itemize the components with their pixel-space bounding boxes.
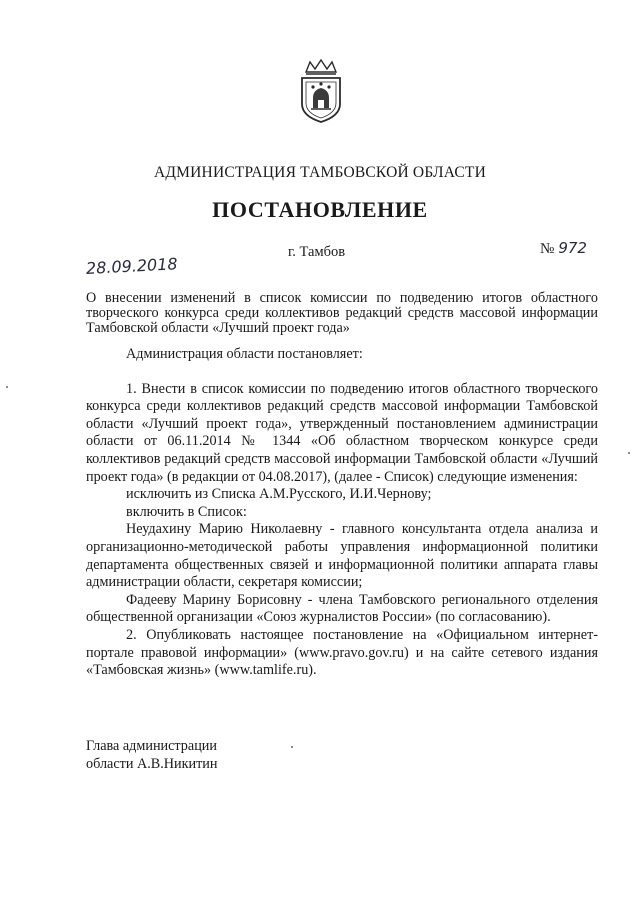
handwritten-number: 972: [558, 239, 587, 257]
scan-speck: [291, 746, 293, 748]
paragraph-include: включить в Список:: [126, 503, 247, 520]
scan-speck: [6, 386, 8, 388]
signature-name: области А.В.Никитин: [86, 755, 218, 772]
number-sign: №: [540, 241, 555, 257]
document-number: [540, 239, 587, 258]
handwritten-date: 28.09.2018: [85, 254, 178, 278]
paragraph-exclude: исключить из Списка А.М.Русского, И.И.Чернову;: [126, 486, 432, 503]
document-subject: О внесении изменений в список комиссии по подведению итогов областного творческого конкурса среди коллективов редакций средств массовой информации Тамбовской области «Лучший проект года»: [86, 290, 598, 336]
document-body: [86, 346, 598, 680]
paragraph-1: 1. Внести в список комиссии по подведению итогов областного творческого конкурса среди коллективов редакций средств массовой информации Тамбовской области «Лучший проект года», утвержденный постановлением администрации области от 06.11.2014 № 1344 «Об областном творческом конкурсе среди коллективов редакций средств массовой информации Тамбовской области «Лучший проект года» (в редакции от 04.08.2017), (далее - Список) следующие изменения:: [86, 380, 598, 485]
scan-speck: [628, 452, 630, 454]
preamble: Администрация области постановляет:: [126, 346, 363, 362]
signature-title: Глава администрации: [86, 738, 217, 754]
organization-title: АДМИНИСТРАЦИЯ ТАМБОВСКОЙ ОБЛАСТИ: [154, 164, 486, 181]
paragraph-member-2: Фадееву Марину Борисовну - члена Тамбовского регионального отделения общественной организации «Союз журналистов России» (по согласованию).: [86, 591, 598, 626]
city-label: г. Тамбов: [288, 244, 346, 260]
tambov-coat-of-arms-icon: [296, 58, 346, 124]
paragraph-2: 2. Опубликовать настоящее постановление на «Официальном интернет-портале правовой информации» (www.pravo.gov.ru) и на сайте сетевого издания «Тамбовская жизнь» (www.tamlife.ru).: [86, 626, 598, 679]
paragraph-member-1: Неудахину Марию Николаевну - главного консультанта отдела анализа и организационно-методической работы управления информационной политики департамента общественных связей и информационной политики аппарата главы администрации области, секретаря комиссии;: [86, 521, 598, 591]
signature-block: [86, 738, 217, 773]
document-type-title: ПОСТАНОВЛЕНИЕ: [212, 197, 428, 222]
